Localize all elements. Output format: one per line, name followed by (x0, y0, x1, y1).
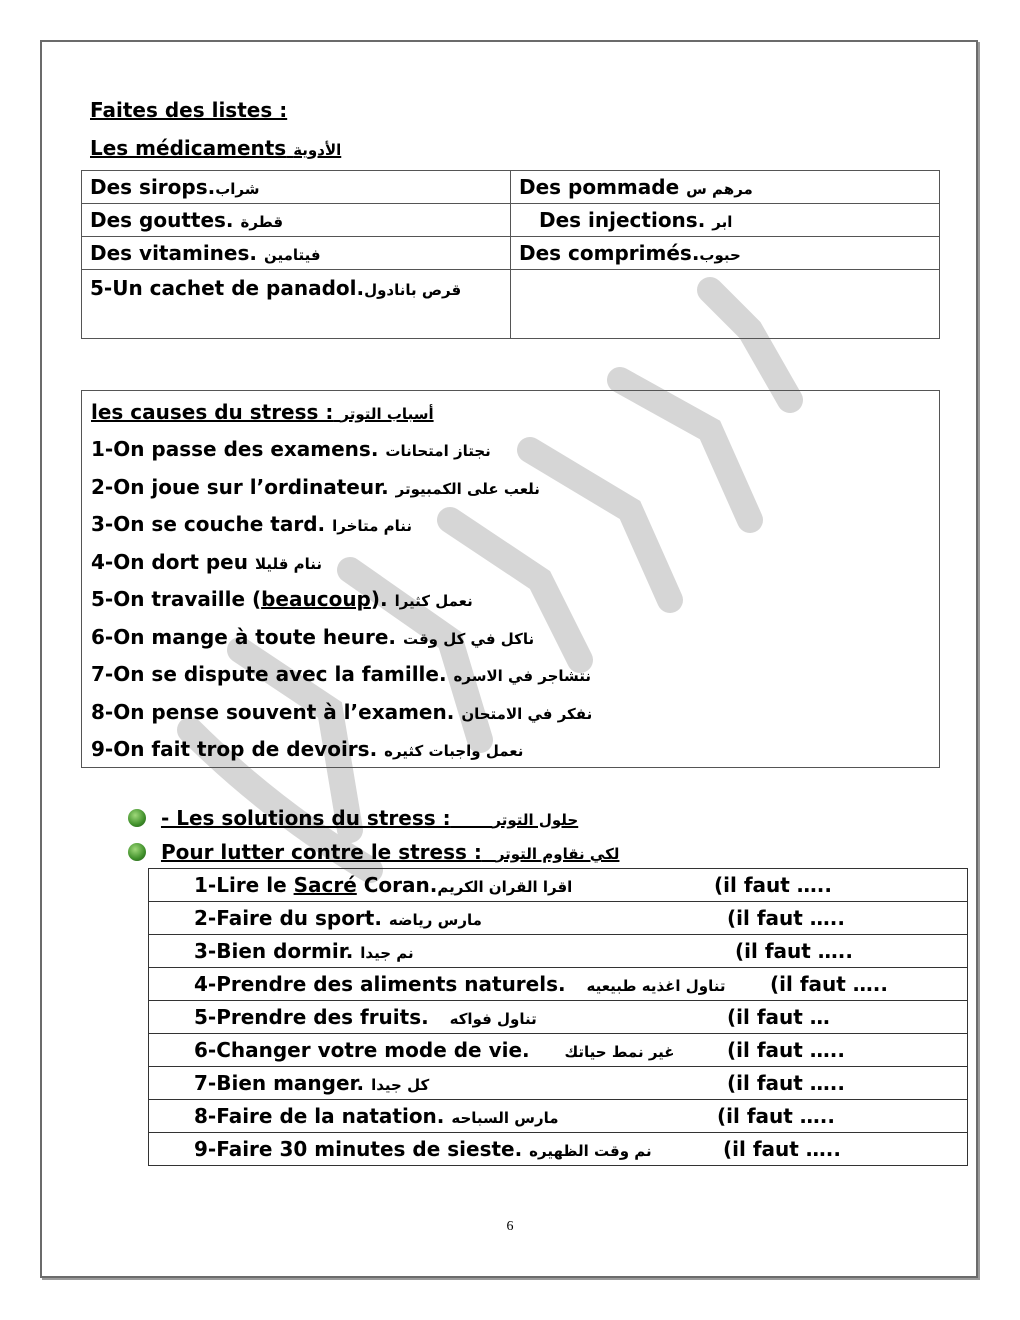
lists-title: Faites des listes : (90, 98, 288, 122)
stress-causes-box (81, 390, 940, 768)
solution-row: 7-Bien manger. كل جيدا (il faut ….. (149, 1067, 968, 1100)
green-bullet-icon (128, 809, 146, 827)
cause-item: 6-On mange à toute heure. ناكل في كل وقت (91, 624, 535, 649)
medicine-cell-empty (511, 270, 940, 339)
cause-item: 1-On passe des examens. نجتاز امتحانات (91, 437, 491, 461)
cause-item: 4-On dort peu ننام قليلا (91, 549, 323, 574)
medicines-title-fr: Les médicaments (90, 136, 287, 160)
medicine-cell: Des sirops.شراب (82, 171, 511, 204)
cause-item: 3-On se couche tard. ننام متاخرا (91, 512, 413, 536)
il-faut-label: (il faut ….. (717, 1104, 835, 1128)
solutions-table (148, 868, 968, 1166)
il-faut-label: (il faut ….. (735, 939, 853, 963)
il-faut-label: (il faut ….. (770, 972, 888, 996)
medicines-title (90, 136, 341, 160)
cause-item: 9-On fait trop de devoirs. نعمل واجبات كثيره (91, 737, 524, 761)
il-faut-label: (il faut … (727, 1005, 830, 1029)
il-faut-label: (il faut ….. (727, 1038, 845, 1062)
solution-row: 6-Changer votre mode de vie. غير نمط حياتك (il faut ….. (149, 1034, 968, 1067)
green-bullet-icon (128, 843, 146, 861)
causes-title: les causes du stress : أسباب التوتر (91, 400, 434, 424)
medicines-title-ar: الأدوية (293, 141, 342, 159)
solution-row: 3-Bien dormir. نم جيدا (il faut ….. (149, 935, 968, 968)
solution-row: 5-Prendre des fruits. تناول فواكه (il faut … (149, 1001, 968, 1034)
cause-item: 5-On travaille (beaucoup). نعمل كثيرا (91, 587, 473, 611)
solution-row: 4-Prendre des aliments naturels. تناول اغذيه طبيعيه (il faut ….. (149, 968, 968, 1001)
solutions-title: - Les solutions du stress : حلول التوتر (128, 806, 578, 830)
medicine-cell: Des pommade مرهم س (511, 171, 940, 204)
medicine-cell: Des vitamines. فيتامين (82, 237, 511, 270)
medicine-cell: Des gouttes. قطرة (82, 204, 511, 237)
medicine-cell: Des injections. ابر (511, 204, 940, 237)
solution-row: 1-Lire le Sacré Coran.اقرا القران الكريم (il faut ….. (149, 869, 968, 902)
solution-row: 8-Faire de la natation. مارس السباحه (il faut ….. (149, 1100, 968, 1133)
medicines-table (81, 170, 940, 339)
medicine-cell: Des comprimés.حبوب (511, 237, 940, 270)
page-number: 6 (506, 1219, 514, 1234)
il-faut-label: (il faut ….. (723, 1137, 841, 1161)
il-faut-label: (il faut ….. (714, 873, 832, 897)
cause-item: 2-On joue sur l’ordinateur. نلعب على الكمبيوتر (91, 474, 540, 499)
il-faut-label: (il faut ….. (727, 906, 845, 930)
solution-row: 2-Faire du sport. مارس رياضه (il faut ….. (149, 902, 968, 935)
solution-row: 9-Faire 30 minutes de sieste. نم وقت الظهيره (il faut ….. (149, 1133, 968, 1166)
solutions-subtitle: Pour lutter contre le stress : لكي نقاوم التوتر (128, 840, 619, 864)
medicine-cell: 5-Un cachet de panadol.قرص بانادول (82, 270, 511, 339)
cause-item: 7-On se dispute avec la famille. نتشاجر في الاسره (91, 662, 592, 686)
cause-item: 8-On pense souvent à l’examen. نفكر في الامتحان (91, 699, 593, 724)
il-faut-label: (il faut ….. (727, 1071, 845, 1095)
